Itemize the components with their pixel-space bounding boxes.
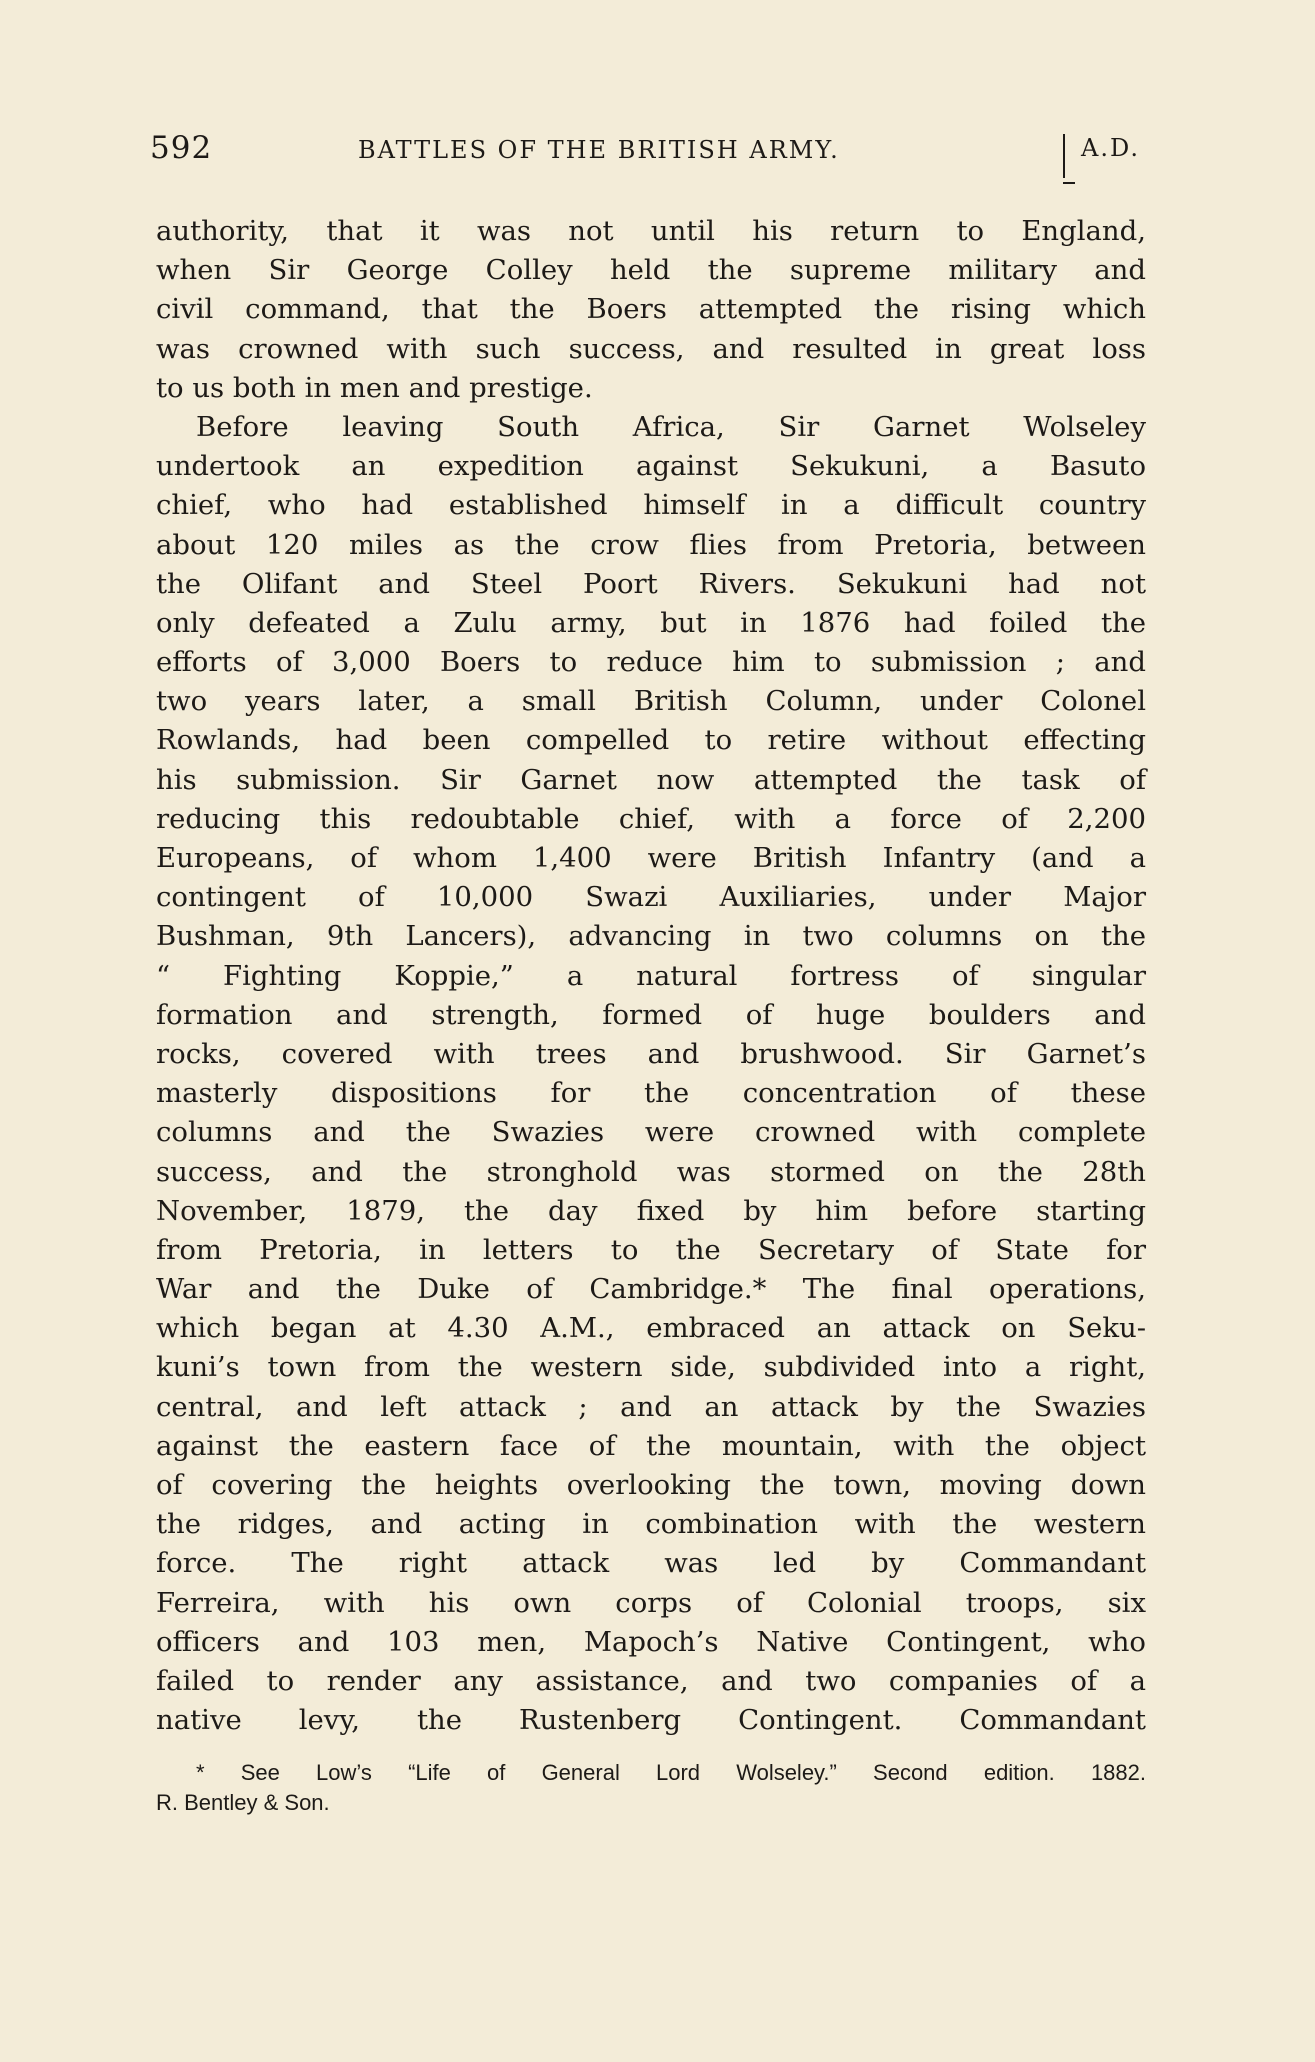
text-line: force. The right attack was led by Commandant bbox=[156, 1547, 1146, 1580]
text-line: only defeated a Zulu army, but in 1876 had foiled the bbox=[156, 606, 1146, 639]
text-line: was crowned with such success, and resulted in great loss bbox=[156, 332, 1146, 365]
text-line: authority, that it was not until his return to England, bbox=[156, 215, 1146, 247]
text-line: contingent of 10,000 Swazi Auxiliaries, under Major bbox=[156, 881, 1146, 914]
text-line: November, 1879, the day fixed by him before starting bbox=[156, 1194, 1146, 1227]
text-line: success, and the stronghold was stormed on the 28th bbox=[156, 1155, 1146, 1188]
running-date: A.D. bbox=[1063, 134, 1140, 178]
text-line: efforts of 3,000 Boers to reduce him to submission ; and bbox=[156, 646, 1146, 679]
text-line: when Sir George Colley held the supreme military and bbox=[156, 254, 1146, 287]
running-title: BATTLES OF THE BRITISH ARMY. bbox=[358, 136, 840, 164]
text-line: which began at 4.30 A.M., embraced an attack on Seku- bbox=[156, 1312, 1146, 1345]
text-line: chief, who had established himself in a difficult country bbox=[156, 489, 1146, 522]
text-line: two years later, a small British Column, under Colonel bbox=[156, 685, 1146, 718]
text-line: central, and left attack ; and an attack by the Swazies bbox=[156, 1390, 1146, 1423]
text-line: formation and strength, formed of huge boulders and bbox=[156, 998, 1146, 1031]
text-line: from Pretoria, in letters to the Secretary of State for bbox=[156, 1233, 1146, 1266]
text-line: undertook an expedition against Sekukuni, a Basuto bbox=[156, 450, 1146, 483]
text-line: failed to render any assistance, and two companies of a bbox=[156, 1664, 1146, 1697]
text-line: of covering the heights overlooking the town, moving down bbox=[156, 1469, 1146, 1501]
footnote-line: R. Bentley & Son. bbox=[156, 1790, 330, 1815]
text-line: “ Fighting Koppie,” a natural fortress of singular bbox=[156, 959, 1146, 992]
text-line: the ridges, and acting in combination with the western bbox=[156, 1508, 1146, 1541]
text-line: columns and the Swazies were crowned with complete bbox=[156, 1116, 1146, 1149]
page-number: 592 bbox=[150, 130, 213, 166]
text-line: War and the Duke of Cambridge.* The final operations, bbox=[156, 1273, 1146, 1306]
running-head bbox=[150, 130, 1150, 186]
text-line: the Olifant and Steel Poort Rivers. Sekukuni had not bbox=[156, 567, 1146, 600]
text-line: rocks, covered with trees and brushwood. Sir Garnet’s bbox=[156, 1037, 1146, 1070]
text-line: about 120 miles as the crow flies from Pretoria, between bbox=[156, 528, 1146, 561]
body-text bbox=[156, 212, 1146, 1740]
text-line: masterly dispositions for the concentration of these bbox=[156, 1077, 1146, 1110]
text-line: Bushman, 9th Lancers), advancing in two columns on the bbox=[156, 920, 1146, 953]
text-line: Europeans, of whom 1,400 were British Infantry (and a bbox=[156, 842, 1146, 874]
text-line: Before leaving South Africa, Sir Garnet Wolseley bbox=[196, 410, 1146, 443]
footnote-line: * See Low’s “Life of General Lord Wolseley.” Second edition. 1882. bbox=[196, 1760, 1146, 1785]
footnote bbox=[156, 1758, 1146, 1818]
text-line: his submission. Sir Garnet now attempted the task of bbox=[156, 763, 1146, 796]
text-line: native levy, the Rustenberg Contingent. Commandant bbox=[156, 1704, 1146, 1737]
text-line: Ferreira, with his own corps of Colonial troops, six bbox=[156, 1586, 1146, 1619]
text-line: reducing this redoubtable chief, with a force of 2,200 bbox=[156, 802, 1146, 835]
text-line: Rowlands, had been compelled to retire without effecting bbox=[156, 724, 1146, 757]
text-line: civil command, that the Boers attempted the rising which bbox=[156, 293, 1146, 326]
text-line: to us both in men and prestige. bbox=[156, 371, 593, 404]
text-line: officers and 103 men, Mapoch’s Native Contingent, who bbox=[156, 1625, 1146, 1658]
text-line: against the eastern face of the mountain, with the object bbox=[156, 1429, 1146, 1462]
text-line: kuni’s town from the western side, subdivided into a right, bbox=[156, 1351, 1146, 1384]
